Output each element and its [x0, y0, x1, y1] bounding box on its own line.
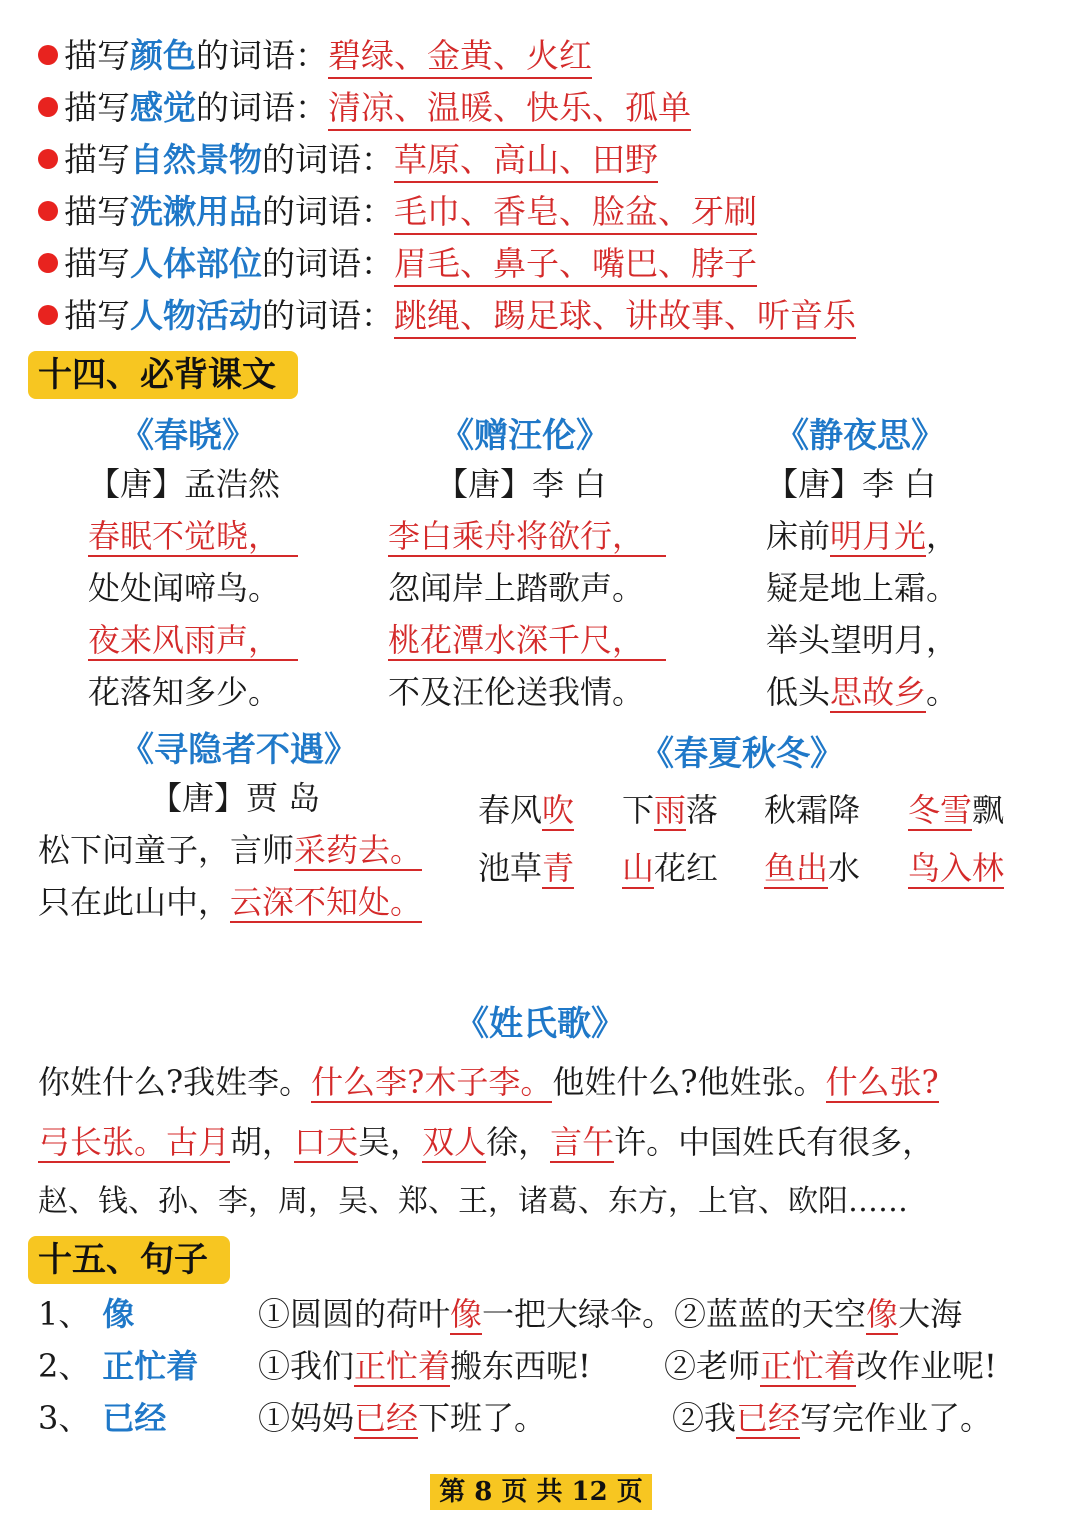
sentence-row: 3、 已经 ①妈妈已经下班了。 ②我已经写完作业了。: [38, 1399, 993, 1437]
word-list: [38, 30, 856, 342]
poem-line: 赵、钱、孙、李，周，吴、郑、王，诸葛、东方，上官、欧阳……: [38, 1184, 908, 1219]
poem-line: 忽闻岸上踏歌声。: [388, 569, 645, 607]
poem-author: 【唐】贾 岛: [150, 779, 321, 817]
poem-line: 举头望明月，: [766, 621, 959, 659]
bullet-icon: [38, 253, 58, 273]
poem-line: 不及汪伦送我情。: [388, 673, 645, 711]
seasons-row: 春风吹 下雨落 秋霜降 冬雪飘: [478, 791, 1005, 829]
word-list-item: 描写洗漱用品的词语：毛巾、香皂、脸盆、牙刷: [38, 186, 856, 238]
word-list-item: 描写人体部位的词语：眉毛、鼻子、嘴巴、脖子: [38, 238, 856, 290]
poem-line: 弓长张。古月胡，口天吴，双人徐，言午许。中国姓氏有很多，: [38, 1123, 935, 1161]
bullet-icon: [38, 201, 58, 221]
seasons-row: 池草青 山花红 鱼出水 鸟入林: [478, 849, 1005, 887]
poem-xunyinzhe: [38, 824, 422, 928]
poem-title: 《春晓》: [120, 416, 256, 456]
poem-zengwanglun: [388, 458, 666, 718]
poem-line: 处处闻啼鸟。: [88, 569, 281, 607]
sentence-list: [38, 1288, 1048, 1444]
poem-line: 只在此山中，云深不知处。: [38, 883, 423, 921]
poem-title: 《春夏秋冬》: [640, 734, 844, 774]
bullet-icon: [38, 305, 58, 325]
poem-jingyesi: [766, 458, 958, 718]
section-heading: 十四、必背课文: [28, 351, 298, 399]
poem-line: 春眠不觉晓，: [88, 510, 298, 562]
sentence-row: 2、 正忙着 ①我们正忙着搬东西呢! ②老师正忙着改作业呢!: [38, 1347, 997, 1385]
word-list-item: 描写颜色的词语：碧绿、金黄、火红: [38, 30, 856, 82]
poem-xingshige: [38, 1052, 939, 1232]
sentence-row: 1、 像 ①圆圆的荷叶像一把大绿伞。②蓝蓝的天空像大海: [38, 1295, 963, 1333]
poem-line: 床前明月光，: [766, 517, 959, 555]
poem-line: 花落知多少。: [88, 673, 281, 711]
word-list-item: 描写人物活动的词语：跳绳、踢足球、讲故事、听音乐: [38, 290, 856, 342]
poem-chunxiao: [88, 458, 298, 718]
bullet-icon: [38, 149, 58, 169]
poem-title: 《静夜思》: [775, 416, 945, 456]
page-number: 第 8 页 共 12 页: [430, 1474, 652, 1510]
bullet-icon: [38, 45, 58, 65]
bullet-icon: [38, 97, 58, 117]
poem-title: 《姓氏歌》: [455, 1004, 625, 1044]
poem-line: 你姓什么?我姓李。什么李?木子李。他姓什么?他姓张。什么张?: [38, 1063, 939, 1101]
section-heading: 十五、句子: [28, 1236, 230, 1284]
poem-author: 【唐】李 白: [766, 465, 937, 503]
word-list-item: 描写感觉的词语：清凉、温暖、快乐、孤单: [38, 82, 856, 134]
poem-author: 【唐】孟浩然: [88, 465, 281, 503]
poem-line: 夜来风雨声，: [88, 614, 298, 666]
poem-line: 低头思故乡。: [766, 673, 959, 711]
poem-title: 《赠汪伦》: [440, 416, 610, 456]
poem-author: 【唐】李 白: [436, 465, 607, 503]
poem-line: 松下问童子，言师采药去。: [38, 831, 423, 869]
poem-title: 《寻隐者不遇》: [120, 730, 358, 770]
poem-line: 桃花潭水深千尺，: [388, 614, 666, 666]
word-list-item: 描写自然景物的词语：草原、高山、田野: [38, 134, 856, 186]
poem-line: 李白乘舟将欲行，: [388, 510, 666, 562]
poem-line: 疑是地上霜。: [766, 569, 959, 607]
